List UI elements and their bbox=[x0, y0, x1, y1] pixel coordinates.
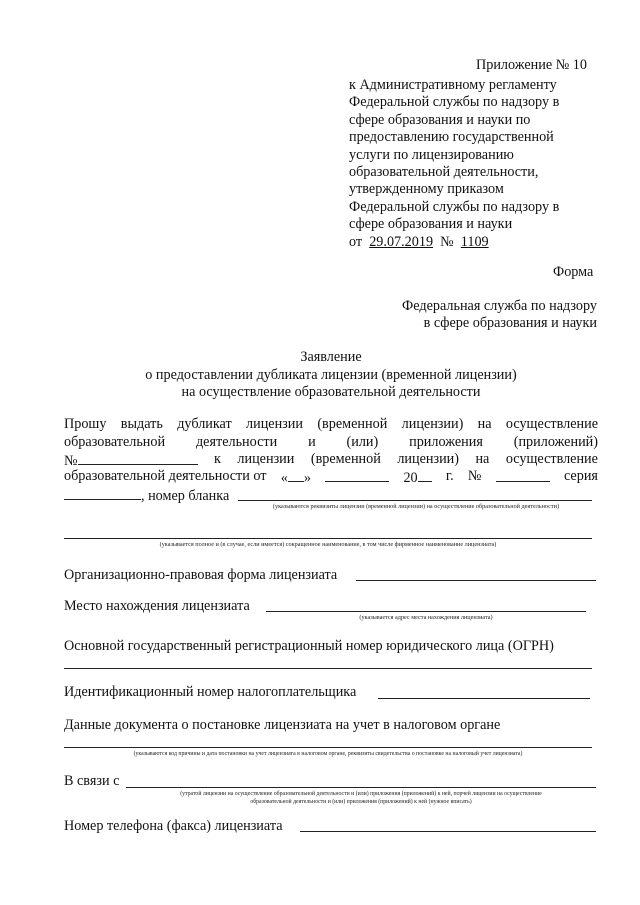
licensee-name-hint: (указывается полное и (в случае, если имеется) сокращенное наименование, в том числе фирменное наименование лицензиата) bbox=[159, 541, 497, 548]
word: лицензии bbox=[237, 451, 295, 467]
licensee-name-line[interactable] bbox=[64, 538, 592, 539]
appendix-number: Приложение № 10 bbox=[476, 57, 587, 73]
license-day bbox=[281, 468, 311, 487]
license-number-sign: № bbox=[467, 468, 482, 484]
blank-number-line[interactable] bbox=[238, 500, 592, 501]
appendix-number-blank[interactable] bbox=[78, 451, 198, 465]
reason-line[interactable] bbox=[126, 787, 596, 788]
word: (приложений) bbox=[513, 434, 598, 450]
word: выдать bbox=[120, 416, 163, 432]
document-title bbox=[64, 349, 598, 402]
word: (или) bbox=[346, 434, 379, 450]
word: лицензии) bbox=[397, 451, 459, 467]
header-line: Федеральной службы по надзору в bbox=[349, 94, 560, 111]
ogrn-line[interactable] bbox=[64, 668, 592, 669]
title-line-3: на осуществление образовательной деятельности bbox=[181, 384, 481, 401]
word: на bbox=[477, 416, 492, 432]
order-number: 1109 bbox=[460, 233, 489, 250]
reason-label: В связи с bbox=[64, 773, 120, 789]
tax-doc-label: Данные документа о постановке лицензиата на учет в налоговом органе bbox=[64, 717, 501, 733]
day-blank[interactable] bbox=[288, 468, 304, 482]
body-row-1 bbox=[64, 416, 598, 433]
word: дубликат bbox=[177, 416, 232, 432]
ogrn-label: Основной государственный регистрационный номер юридического лица (ОГРН) bbox=[64, 638, 554, 654]
number-sign: № bbox=[64, 453, 78, 469]
legal-form-line[interactable] bbox=[356, 580, 596, 581]
word: лицензии) bbox=[401, 416, 464, 432]
header-line: утвержденному приказом bbox=[349, 181, 504, 198]
order-date: 29.07.2019 bbox=[369, 233, 434, 250]
quote-close: » bbox=[303, 470, 311, 486]
word: деятельности bbox=[195, 434, 278, 450]
word: Прошу bbox=[64, 416, 107, 432]
series-label: серия bbox=[563, 468, 598, 484]
word: (временной bbox=[317, 416, 388, 432]
order-line bbox=[349, 234, 597, 251]
license-year bbox=[403, 468, 431, 487]
year-blank[interactable] bbox=[418, 468, 432, 482]
header-line: сфере образования и науки bbox=[349, 216, 513, 233]
header-line: предоставлению государственной bbox=[349, 129, 554, 146]
word: (временной bbox=[310, 451, 381, 467]
tax-doc-line[interactable] bbox=[64, 747, 592, 748]
reason-hint-2: образовательной деятельности и (или) приложения (приложений) к ней (нужное вписать) bbox=[250, 799, 472, 805]
header-line: Федеральной службы по надзору в bbox=[349, 198, 560, 215]
inn-label: Идентификационный номер налогоплательщика bbox=[64, 684, 357, 700]
word: осуществление bbox=[505, 416, 598, 432]
phone-label: Номер телефона (факса) лицензиата bbox=[64, 818, 283, 834]
month-blank[interactable] bbox=[325, 468, 389, 482]
location-hint: (указывается адрес места нахождения лицензиата) bbox=[359, 614, 493, 621]
addressee-line-2: в сфере образования и науки bbox=[423, 315, 597, 331]
location-line[interactable] bbox=[266, 611, 586, 612]
title-line-1: Заявление bbox=[300, 349, 362, 365]
header-line: услуги по лицензированию bbox=[349, 146, 514, 163]
quote-open: « bbox=[280, 470, 288, 486]
word: и bbox=[308, 434, 316, 450]
reason-hint-1: (утратой лицензии на осуществление образовательной деятельности и (или) приложения (приложений) к ней, порчей лицензии на осуществление bbox=[180, 791, 542, 797]
word: приложения bbox=[409, 434, 483, 450]
license-date-label: образовательной деятельности от bbox=[64, 468, 267, 484]
inn-line[interactable] bbox=[378, 698, 590, 699]
legal-form-label: Организационно-правовая форма лицензиата bbox=[64, 567, 338, 583]
series-blank[interactable] bbox=[64, 486, 141, 500]
title-line-2: о предоставлении дубликата лицензии (временной лицензии) bbox=[145, 366, 517, 383]
body-row-5 bbox=[64, 486, 229, 505]
word: образовательной bbox=[64, 434, 166, 450]
form-label: Форма bbox=[553, 264, 594, 280]
location-label: Место нахождения лицензиата bbox=[64, 598, 250, 614]
body-row-4 bbox=[64, 468, 598, 487]
license-number-blank[interactable] bbox=[496, 468, 550, 482]
license-details-hint: (указываются реквизиты лицензии (временной лицензии) на осуществление образовательной деятельности) bbox=[272, 503, 559, 510]
blank-number-label: , номер бланка bbox=[141, 488, 230, 504]
order-from-label: от bbox=[349, 233, 363, 250]
body-row-2 bbox=[64, 434, 598, 451]
word: к bbox=[214, 451, 221, 467]
addressee-line-1: Федеральная служба по надзору bbox=[402, 298, 597, 314]
tax-doc-hint: (указываются код причины и дата постановки на учет лицензиата в налоговом органе, реквизиты свидетельства о постановке на налоговый учет лицензиата) bbox=[133, 751, 523, 757]
phone-line[interactable] bbox=[300, 831, 596, 832]
header-line: к Административному регламенту bbox=[349, 77, 557, 93]
order-number-sign: № bbox=[440, 233, 454, 250]
word: осуществление bbox=[505, 451, 598, 467]
word: на bbox=[475, 451, 490, 467]
header-line: сфере образования и науки по bbox=[349, 111, 531, 128]
year-suffix: г. bbox=[445, 468, 454, 484]
header-line: образовательной деятельности, bbox=[349, 164, 539, 181]
year-prefix: 20 bbox=[403, 470, 418, 486]
word: лицензии bbox=[246, 416, 303, 432]
header-block bbox=[349, 77, 597, 251]
